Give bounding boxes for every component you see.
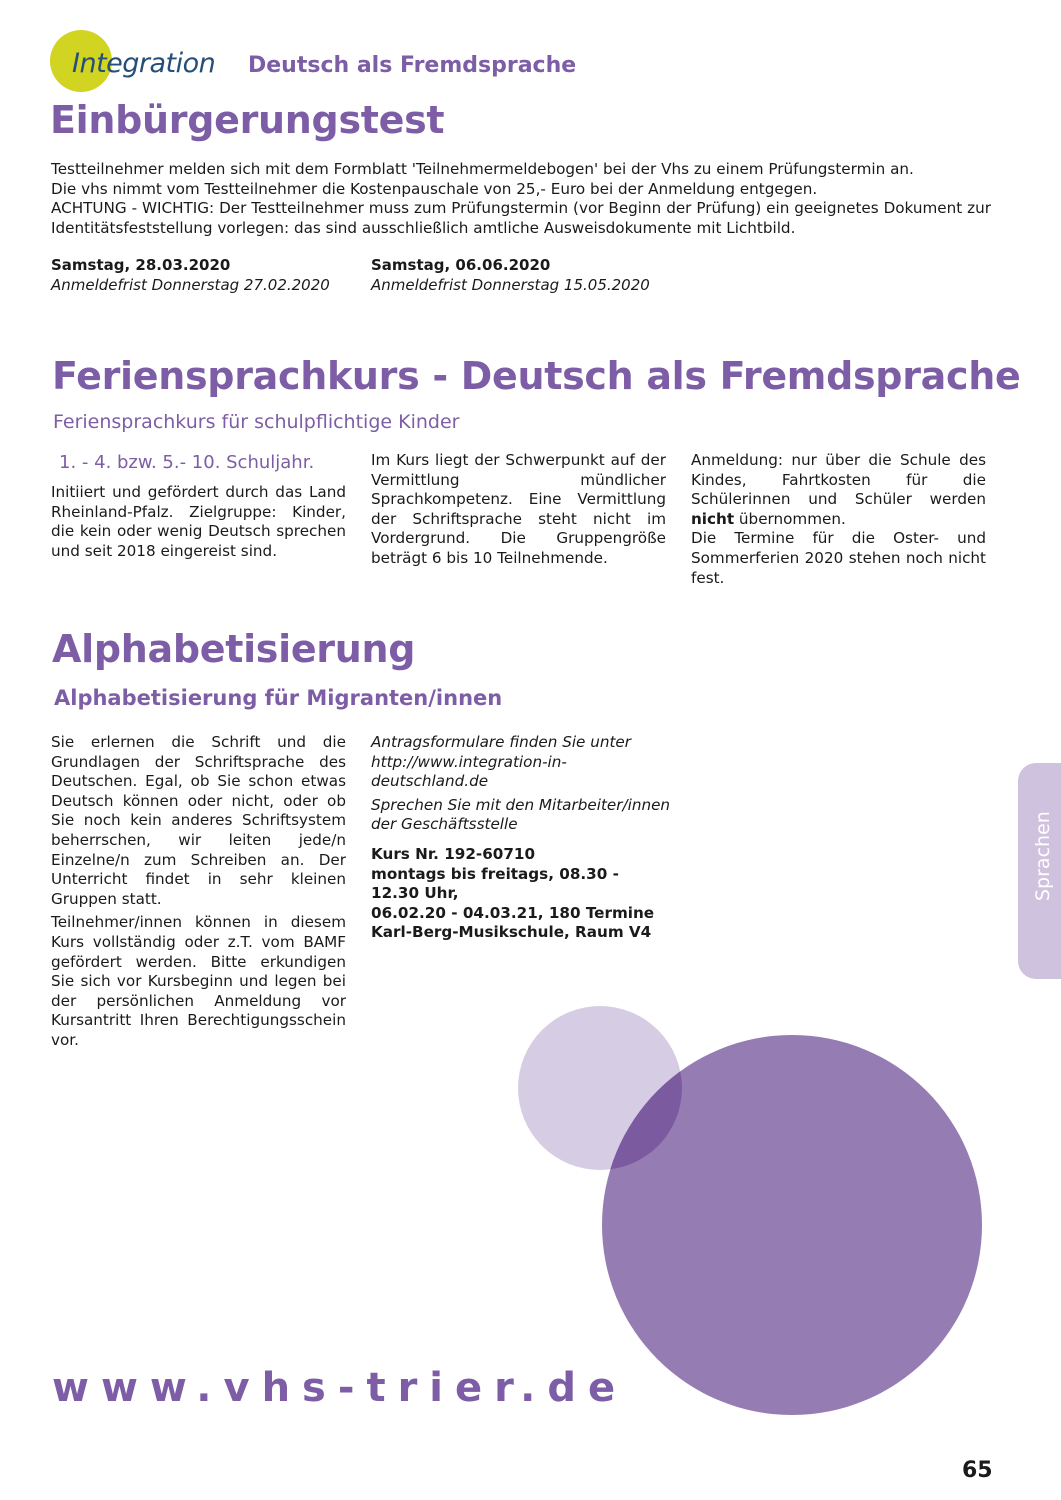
office-contact-note: Sprechen Sie mit den Mitarbeiter/innen der Geschäftsstelle	[371, 795, 671, 834]
exam-deadline: Anmeldefrist Donnerstag 15.05.2020	[371, 275, 650, 294]
einbuergerungstest-paragraph: Testteilnehmer melden sich mit dem Formblatt 'Teilnehmermeldebogen' bei der Vhs zu einem Prüfungstermin an.	[51, 160, 914, 178]
holiday-dates-note: Die Termine für die Oster- und Sommerferien 2020 stehen noch nicht fest.	[691, 529, 986, 587]
feriensprachkurs-col1: Initiiert und gefördert durch das Land Rheinland-Pfalz. Zielgruppe: Kinder, die kein oder wenig Deutsch sprechen und seit 2018 eingereist sind.	[51, 483, 346, 560]
page-number: 65	[962, 1458, 993, 1483]
feriensprachkurs-col3	[691, 451, 986, 588]
alphabetisierung-paragraph: Teilnehmer/innen können in diesem Kurs vollständig oder z.T. vom BAMF gefördert werden. Bitte erkundigen Sie sich vor Kursbeginn und legen bei der persönlichen Anmeldung vor Kursantritt Ihren Berechtigungsschein vor.	[51, 913, 346, 1049]
feriensprachkurs-col2: Im Kurs liegt der Schwerpunkt auf der Vermittlung mündlicher Sprachkompetenz. Eine Vermittlung der Schriftsprache steht nicht im Vordergrund. Die Gruppengröße beträgt 6 bis 10 Teilnehmende.	[371, 451, 666, 567]
course-time: montags bis freitags, 08.30 - 12.30 Uhr,	[371, 864, 619, 903]
registration-emphasis: nicht	[691, 509, 735, 528]
exam-date-1	[51, 256, 351, 295]
einbuergerungstest-paragraph: Die vhs nimmt vom Testteilnehmer die Kostenpauschale von 25,- Euro bei der Anmeldung entgegen.	[51, 179, 818, 198]
course-location: Karl-Berg-Musikschule, Raum V4	[371, 923, 652, 942]
exam-date-2	[371, 256, 671, 295]
course-dates: 06.02.20 - 04.03.21, 180 Termine	[371, 903, 655, 922]
alphabetisierung-subtitle: Alphabetisierung für Migranten/innen	[54, 686, 503, 710]
website-url: www.vhs-trier.de	[52, 1365, 628, 1411]
exam-deadline: Anmeldefrist Donnerstag 27.02.2020	[51, 275, 330, 294]
einbuergerungstest-text	[51, 160, 991, 238]
einbuergerungstest-paragraph: ACHTUNG - WICHTIG: Der Testteilnehmer muss zum Prüfungstermin (vor Beginn der Prüfung) ein geeignetes Dokument zur Identitätsfeststellung vorlegen: das sind ausschließlich amtliche Ausweisdokumente mit Lichtbild.	[51, 199, 991, 237]
feriensprachkurs-subtitle: Feriensprachkurs für schulpflichtige Kinder	[53, 411, 460, 433]
alphabetisierung-col1	[51, 733, 346, 1051]
einbuergerungstest-title: Einbürgerungstest	[50, 98, 445, 142]
exam-date: Samstag, 28.03.2020	[51, 256, 231, 274]
alphabetisierung-col2	[371, 733, 671, 943]
exam-date: Samstag, 06.06.2020	[371, 256, 551, 274]
feriensprachkurs-title: Feriensprachkurs - Deutsch als Fremdsprache	[52, 354, 1021, 398]
registration-text-end: übernommen.	[734, 509, 846, 528]
alphabetisierung-paragraph: Sie erlernen die Schrift und die Grundlagen der Schriftsprache des Deutschen. Egal, ob Sie schon etwas Deutsch können oder nicht, oder ob Sie noch kein anderes Schriftsystem beherrschen, wir leiten jede/n Einzelne/n zum Schreiben an. Der Unterricht findet in sehr kleinen Gruppen statt.	[51, 733, 346, 908]
header-subtitle: Deutsch als Fremdsprache	[248, 53, 577, 78]
section-side-label: Sprachen	[1032, 811, 1054, 901]
course-number: Kurs Nr. 192-60710	[371, 844, 536, 863]
alphabetisierung-title: Alphabetisierung	[52, 627, 416, 671]
feriensprachkurs-grades: 1. - 4. bzw. 5.- 10. Schuljahr.	[59, 452, 315, 473]
registration-text: Anmeldung: nur über die Schule des Kindes, Fahrtkosten für die Schülerinnen und Schüler werden	[691, 451, 986, 509]
application-forms-note: Antragsformulare finden Sie unter http://www.integration-in-deutschland.de	[371, 733, 632, 791]
integration-logo-text: Integration	[72, 48, 216, 79]
